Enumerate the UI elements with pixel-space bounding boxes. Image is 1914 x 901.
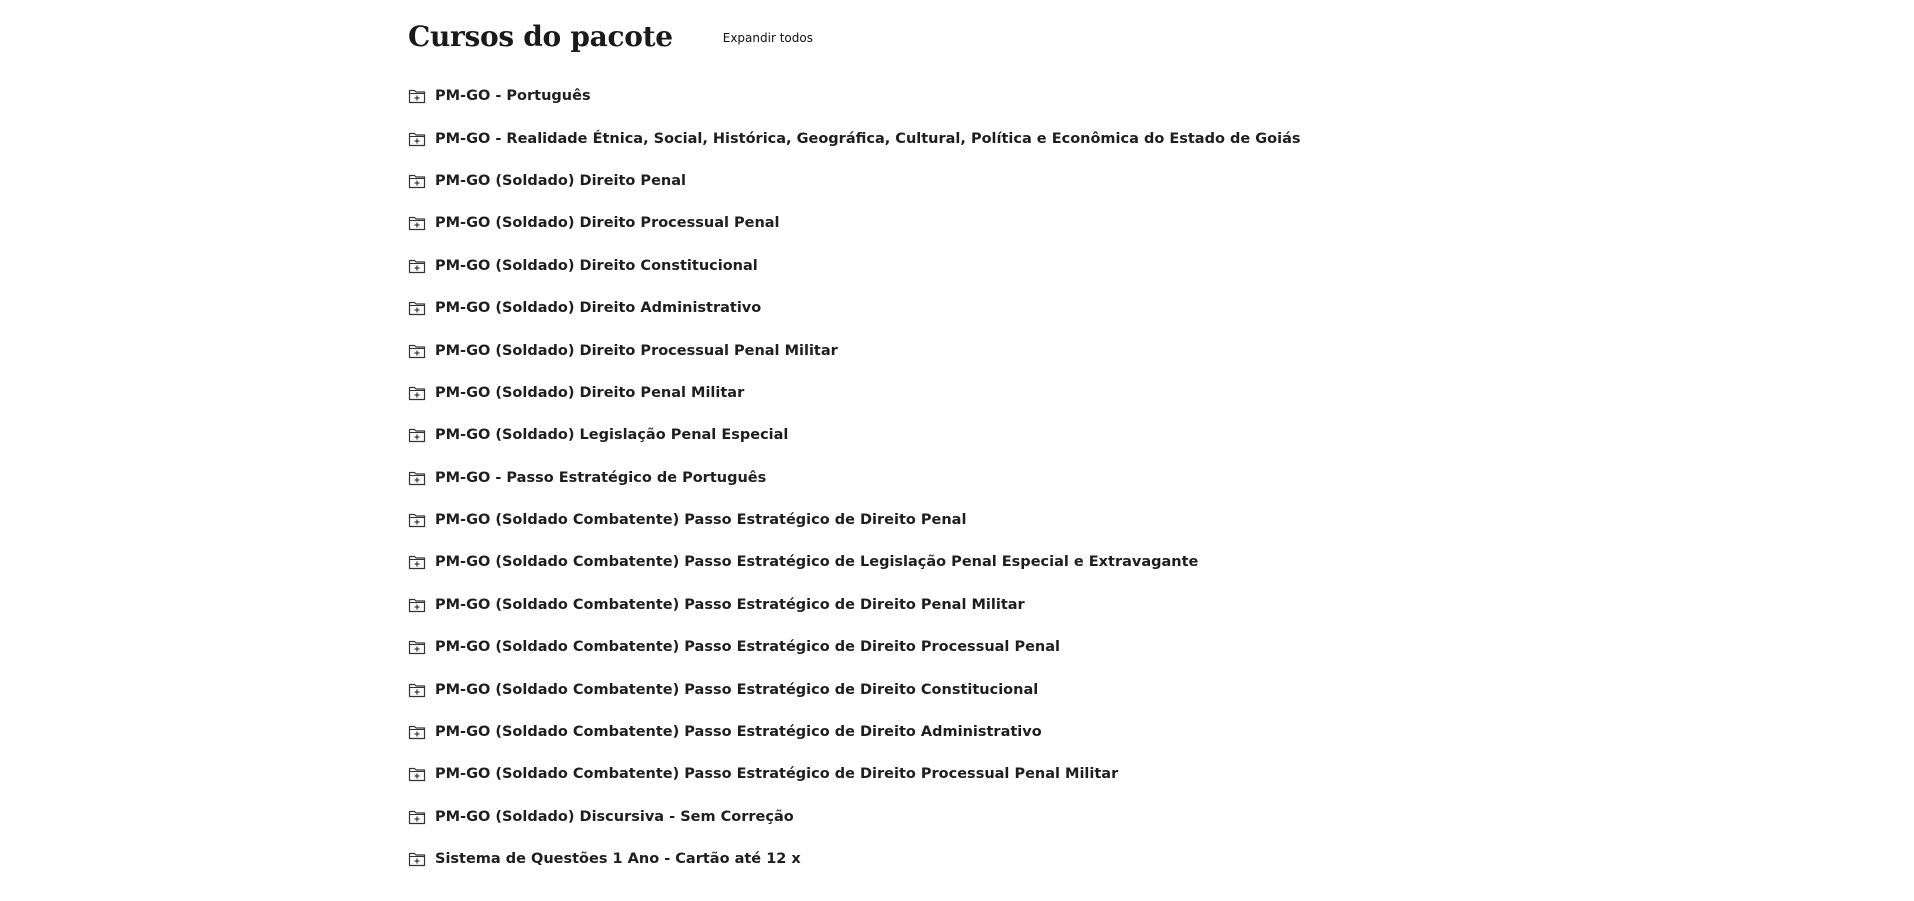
folder-plus-icon <box>408 173 426 189</box>
page-title: Cursos do pacote <box>408 20 673 53</box>
course-label: PM-GO (Soldado) Direito Administrativo <box>435 300 762 317</box>
course-label: PM-GO (Soldado) Legislação Penal Especial <box>435 427 789 444</box>
course-item-19[interactable] <box>408 838 1300 880</box>
folder-plus-icon <box>408 554 426 570</box>
course-item-4[interactable] <box>408 202 1300 244</box>
section-header <box>408 20 1708 62</box>
folder-plus-icon <box>408 88 426 104</box>
folder-plus-icon <box>408 131 426 147</box>
course-item-1[interactable] <box>408 75 1300 117</box>
course-item-9[interactable] <box>408 414 1300 456</box>
course-label: PM-GO (Soldado Combatente) Passo Estratégico de Direito Constitucional <box>435 681 1039 698</box>
folder-plus-icon <box>408 682 426 698</box>
folder-plus-icon <box>408 215 426 231</box>
course-label: PM-GO - Realidade Étnica, Social, Histórica, Geográfica, Cultural, Política e Econômica do Estado de Goiás <box>435 130 1301 147</box>
course-label: PM-GO (Soldado) Direito Processual Penal <box>435 215 780 232</box>
expand-all-button[interactable]: Expandir todos <box>722 31 813 45</box>
course-label: PM-GO (Soldado Combatente) Passo Estratégico de Direito Processual Penal Militar <box>435 766 1119 783</box>
course-item-12[interactable] <box>408 541 1300 583</box>
course-item-14[interactable] <box>408 626 1300 668</box>
course-label: PM-GO (Soldado Combatente) Passo Estratégico de Direito Processual Penal <box>435 639 1060 656</box>
folder-plus-icon <box>408 512 426 528</box>
course-list <box>408 75 1300 880</box>
course-label: PM-GO - Passo Estratégico de Português <box>435 469 767 486</box>
course-label: PM-GO (Soldado Combatente) Passo Estratégico de Direito Penal <box>435 512 967 529</box>
course-item-8[interactable] <box>408 372 1300 414</box>
course-item-5[interactable] <box>408 245 1300 287</box>
course-label: PM-GO (Soldado) Discursiva - Sem Correção <box>435 808 794 825</box>
course-item-17[interactable] <box>408 753 1300 795</box>
folder-plus-icon <box>408 639 426 655</box>
folder-plus-icon <box>408 809 426 825</box>
course-label: PM-GO (Soldado) Direito Constitucional <box>435 257 758 274</box>
course-label: PM-GO (Soldado) Direito Processual Penal Militar <box>435 342 838 359</box>
course-item-2[interactable] <box>408 117 1300 159</box>
folder-plus-icon <box>408 258 426 274</box>
folder-plus-icon <box>408 724 426 740</box>
course-item-11[interactable] <box>408 499 1300 541</box>
course-label: PM-GO (Soldado) Direito Penal <box>435 172 686 189</box>
folder-plus-icon <box>408 343 426 359</box>
course-label: Sistema de Questões 1 Ano - Cartão até 12 x <box>435 851 801 868</box>
course-item-18[interactable] <box>408 796 1300 838</box>
course-item-16[interactable] <box>408 711 1300 753</box>
folder-plus-icon <box>408 766 426 782</box>
folder-plus-icon <box>408 427 426 443</box>
course-label: PM-GO (Soldado Combatente) Passo Estratégico de Direito Administrativo <box>435 724 1042 741</box>
course-item-6[interactable] <box>408 287 1300 329</box>
folder-plus-icon <box>408 470 426 486</box>
course-item-7[interactable] <box>408 329 1300 371</box>
folder-plus-icon <box>408 385 426 401</box>
course-item-10[interactable] <box>408 457 1300 499</box>
folder-plus-icon <box>408 300 426 316</box>
course-item-15[interactable] <box>408 668 1300 710</box>
folder-plus-icon <box>408 851 426 867</box>
course-item-3[interactable] <box>408 160 1300 202</box>
course-item-13[interactable] <box>408 584 1300 626</box>
course-label: PM-GO - Português <box>435 88 591 105</box>
folder-plus-icon <box>408 597 426 613</box>
course-label: PM-GO (Soldado) Direito Penal Militar <box>435 384 745 401</box>
course-package-section <box>408 20 1708 868</box>
course-label: PM-GO (Soldado Combatente) Passo Estratégico de Direito Penal Militar <box>435 596 1025 613</box>
course-label: PM-GO (Soldado Combatente) Passo Estratégico de Legislação Penal Especial e Extravagante <box>435 554 1199 571</box>
